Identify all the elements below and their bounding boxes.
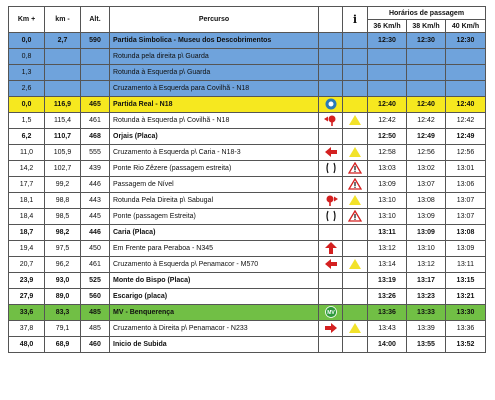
route-table (8, 6, 486, 353)
arrow-left-icon (324, 258, 338, 270)
description-cell: Cruzamento à Direita p\ Penamacor - N233 (110, 321, 319, 337)
direction-cell (319, 49, 343, 65)
time-cell: 12:56 (407, 145, 446, 161)
km-plus-cell: 6,2 (9, 129, 45, 145)
time-cell: 12:58 (368, 145, 407, 161)
direction-cell (319, 273, 343, 289)
km-plus-cell: 18,4 (9, 209, 45, 225)
km-minus-cell: 98,8 (45, 193, 81, 209)
info-cell (343, 241, 368, 257)
time-cell: 12:50 (368, 129, 407, 145)
info-cell (343, 33, 368, 49)
description-cell: MV - Benquerença (110, 305, 319, 321)
direction-cell (319, 193, 343, 209)
time-cell (446, 81, 486, 97)
time-cell (407, 81, 446, 97)
direction-cell (319, 305, 343, 321)
info-cell (343, 129, 368, 145)
description-cell: Passagem de Nível (110, 177, 319, 193)
bridge-icon (324, 210, 338, 222)
table-row (9, 305, 486, 321)
time-cell: 13:12 (407, 257, 446, 273)
info-cell (343, 161, 368, 177)
km-plus-cell: 20,7 (9, 257, 45, 273)
time-cell: 12:49 (446, 129, 486, 145)
alt-cell: 485 (81, 305, 110, 321)
direction-cell (319, 177, 343, 193)
time-cell: 12:40 (446, 97, 486, 113)
time-cell: 13:10 (407, 241, 446, 257)
time-cell (407, 49, 446, 65)
table-row (9, 97, 486, 113)
km-plus-cell: 11,0 (9, 145, 45, 161)
table-row (9, 225, 486, 241)
alt-cell: 560 (81, 289, 110, 305)
km-plus-cell: 18,1 (9, 193, 45, 209)
time-cell: 12:49 (407, 129, 446, 145)
description-cell: Cruzamento à Esquerda p\ Caria - N18-3 (110, 145, 319, 161)
time-cell: 13:17 (407, 273, 446, 289)
time-cell: 13:33 (407, 305, 446, 321)
alt-cell: 446 (81, 225, 110, 241)
table-row (9, 81, 486, 97)
alt-cell: 439 (81, 161, 110, 177)
time-cell: 13:11 (368, 225, 407, 241)
time-cell: 12:30 (407, 33, 446, 49)
time-cell: 12:40 (368, 97, 407, 113)
km-minus-cell: 83,3 (45, 305, 81, 321)
direction-cell (319, 33, 343, 49)
info-cell (343, 257, 368, 273)
km-minus-cell: 68,9 (45, 337, 81, 353)
time-cell: 13:11 (446, 257, 486, 273)
km-minus-cell: 110,7 (45, 129, 81, 145)
alt-cell: 446 (81, 177, 110, 193)
info-cell (343, 225, 368, 241)
warning-icon (348, 162, 362, 174)
table-row (9, 129, 486, 145)
km-minus-cell: 89,0 (45, 289, 81, 305)
km-minus-cell: 96,2 (45, 257, 81, 273)
time-cell: 13:36 (368, 305, 407, 321)
description-cell: Ponte (passagem Estreita) (110, 209, 319, 225)
km-minus-cell (45, 81, 81, 97)
km-minus-cell (45, 49, 81, 65)
description-cell: Rotunda à Esquerda p\ Covilhã - N18 (110, 113, 319, 129)
table-row (9, 145, 486, 161)
alt-cell: 485 (81, 321, 110, 337)
km-minus-cell: 2,7 (45, 33, 81, 49)
arrow-right-icon (324, 322, 338, 334)
direction-cell (319, 65, 343, 81)
time-cell: 13:19 (368, 273, 407, 289)
direction-cell (319, 129, 343, 145)
col-horarios: Horários de passagem (368, 7, 486, 20)
table-row (9, 65, 486, 81)
info-cell (343, 289, 368, 305)
direction-cell (319, 209, 343, 225)
arrow-left-icon (324, 146, 338, 158)
km-plus-cell: 33,6 (9, 305, 45, 321)
col-icon (319, 7, 343, 33)
description-cell: Cruzamento à Esquerda p\ Penamacor - M570 (110, 257, 319, 273)
km-plus-cell: 14,2 (9, 161, 45, 177)
triangle-icon (348, 322, 362, 334)
description-cell: Cruzamento à Esquerda para Covilhã - N18 (110, 81, 319, 97)
time-cell: 13:08 (446, 225, 486, 241)
km-plus-cell: 23,9 (9, 273, 45, 289)
info-cell (343, 337, 368, 353)
col-percurso: Percurso (110, 7, 319, 33)
time-cell (446, 65, 486, 81)
description-cell: Escarigo (placa) (110, 289, 319, 305)
km-minus-cell: 79,1 (45, 321, 81, 337)
alt-cell: 525 (81, 273, 110, 289)
col-speed-36: 36 Km/h (368, 20, 407, 33)
time-cell: 13:21 (446, 289, 486, 305)
km-plus-cell: 18,7 (9, 225, 45, 241)
time-cell: 13:23 (407, 289, 446, 305)
time-cell (446, 49, 486, 65)
route-sheet (8, 6, 485, 353)
roundabout-left-icon (324, 114, 338, 126)
time-cell: 13:01 (446, 161, 486, 177)
time-cell: 13:39 (407, 321, 446, 337)
km-minus-cell: 98,5 (45, 209, 81, 225)
description-cell: Partida Simbolica - Museu dos Descobrimentos (110, 33, 319, 49)
time-cell (368, 65, 407, 81)
description-cell: Partida Real - N18 (110, 97, 319, 113)
alt-cell: 465 (81, 97, 110, 113)
time-cell: 13:02 (407, 161, 446, 177)
km-minus-cell (45, 65, 81, 81)
time-cell: 12:42 (446, 113, 486, 129)
time-cell: 13:10 (368, 193, 407, 209)
km-plus-cell: 2,6 (9, 81, 45, 97)
info-cell (343, 81, 368, 97)
description-cell: Ponte Rio Zêzere (passagem estreita) (110, 161, 319, 177)
triangle-icon (348, 146, 362, 158)
mv-icon (324, 306, 338, 318)
time-cell: 13:26 (368, 289, 407, 305)
time-cell: 13:03 (368, 161, 407, 177)
time-cell (368, 81, 407, 97)
direction-cell (319, 289, 343, 305)
km-plus-cell: 1,3 (9, 65, 45, 81)
direction-cell (319, 225, 343, 241)
table-row (9, 33, 486, 49)
time-cell: 12:42 (368, 113, 407, 129)
alt-cell: 468 (81, 129, 110, 145)
km-plus-cell: 19,4 (9, 241, 45, 257)
time-cell: 13:10 (368, 209, 407, 225)
direction-cell (319, 161, 343, 177)
time-cell: 13:07 (446, 193, 486, 209)
description-cell: Orjais (Placa) (110, 129, 319, 145)
time-cell: 12:42 (407, 113, 446, 129)
km-plus-cell: 27,9 (9, 289, 45, 305)
info-cell (343, 113, 368, 129)
table-row (9, 193, 486, 209)
description-cell: Rotunda pela direita p\ Guarda (110, 49, 319, 65)
km-minus-cell: 116,9 (45, 97, 81, 113)
info-cell (343, 49, 368, 65)
time-cell: 13:15 (446, 273, 486, 289)
table-row (9, 49, 486, 65)
time-cell: 13:09 (407, 225, 446, 241)
alt-cell (81, 81, 110, 97)
col-speed-38: 38 Km/h (407, 20, 446, 33)
table-row (9, 273, 486, 289)
time-cell: 14:00 (368, 337, 407, 353)
svg-text:MV: MV (326, 309, 335, 316)
warning-icon (348, 210, 362, 222)
warning-icon (348, 178, 362, 190)
time-cell: 13:09 (407, 209, 446, 225)
triangle-icon (348, 114, 362, 126)
alt-cell (81, 49, 110, 65)
km-plus-cell: 48,0 (9, 337, 45, 353)
info-cell (343, 321, 368, 337)
direction-cell (319, 113, 343, 129)
alt-cell: 555 (81, 145, 110, 161)
time-cell: 13:12 (368, 241, 407, 257)
table-row (9, 113, 486, 129)
direction-cell (319, 145, 343, 161)
start-icon (324, 98, 338, 110)
table-row (9, 241, 486, 257)
col-km-minus: km - (45, 7, 81, 33)
alt-cell: 460 (81, 337, 110, 353)
time-cell: 13:06 (446, 177, 486, 193)
time-cell: 12:30 (446, 33, 486, 49)
direction-cell (319, 81, 343, 97)
time-cell: 13:36 (446, 321, 486, 337)
km-plus-cell: 37,8 (9, 321, 45, 337)
arrow-up-icon (324, 242, 338, 254)
time-cell (368, 49, 407, 65)
table-row (9, 289, 486, 305)
info-cell (343, 177, 368, 193)
description-cell: Rotunda à Esquerda p\ Guarda (110, 65, 319, 81)
time-cell (407, 65, 446, 81)
info-icon: i (343, 7, 368, 33)
info-cell (343, 193, 368, 209)
time-cell: 13:07 (446, 209, 486, 225)
km-plus-cell: 17,7 (9, 177, 45, 193)
km-minus-cell: 102,7 (45, 161, 81, 177)
km-plus-cell: 0,0 (9, 33, 45, 49)
alt-cell: 450 (81, 241, 110, 257)
km-minus-cell: 99,2 (45, 177, 81, 193)
info-cell (343, 65, 368, 81)
table-body (9, 33, 486, 353)
triangle-icon (348, 258, 362, 270)
km-minus-cell: 105,9 (45, 145, 81, 161)
roundabout-right-icon (324, 194, 338, 206)
time-cell: 13:07 (407, 177, 446, 193)
table-row (9, 337, 486, 353)
bridge-icon (324, 162, 338, 174)
alt-cell: 461 (81, 113, 110, 129)
time-cell: 12:56 (446, 145, 486, 161)
time-cell: 13:08 (407, 193, 446, 209)
col-km-plus: Km + (9, 7, 45, 33)
km-plus-cell: 1,5 (9, 113, 45, 129)
alt-cell: 461 (81, 257, 110, 273)
time-cell: 13:43 (368, 321, 407, 337)
description-cell: Caria (Placa) (110, 225, 319, 241)
time-cell: 13:09 (368, 177, 407, 193)
km-minus-cell: 97,5 (45, 241, 81, 257)
description-cell: Monte do Bispo (Placa) (110, 273, 319, 289)
direction-cell (319, 337, 343, 353)
triangle-icon (348, 194, 362, 206)
alt-cell: 443 (81, 193, 110, 209)
km-plus-cell: 0,8 (9, 49, 45, 65)
table-row (9, 321, 486, 337)
time-cell: 13:14 (368, 257, 407, 273)
alt-cell (81, 65, 110, 81)
km-minus-cell: 93,0 (45, 273, 81, 289)
col-alt: Alt. (81, 7, 110, 33)
description-cell: Rotunda Pela Direita p\ Sabugal (110, 193, 319, 209)
description-cell: Inicio de Subida (110, 337, 319, 353)
col-speed-40: 40 Km/h (446, 20, 486, 33)
direction-cell (319, 321, 343, 337)
info-cell (343, 305, 368, 321)
time-cell: 12:30 (368, 33, 407, 49)
description-cell: Em Frente para Peraboa - N345 (110, 241, 319, 257)
time-cell: 13:09 (446, 241, 486, 257)
table-row (9, 257, 486, 273)
direction-cell (319, 97, 343, 113)
direction-cell (319, 241, 343, 257)
time-cell: 13:30 (446, 305, 486, 321)
direction-cell (319, 257, 343, 273)
table-row (9, 209, 486, 225)
info-cell (343, 209, 368, 225)
table-header (9, 7, 486, 33)
alt-cell: 590 (81, 33, 110, 49)
time-cell: 13:52 (446, 337, 486, 353)
km-plus-cell: 0,0 (9, 97, 45, 113)
alt-cell: 445 (81, 209, 110, 225)
km-minus-cell: 115,4 (45, 113, 81, 129)
km-minus-cell: 98,2 (45, 225, 81, 241)
info-cell (343, 145, 368, 161)
time-cell: 12:40 (407, 97, 446, 113)
table-row (9, 161, 486, 177)
info-cell (343, 97, 368, 113)
info-cell (343, 273, 368, 289)
table-row (9, 177, 486, 193)
time-cell: 13:55 (407, 337, 446, 353)
